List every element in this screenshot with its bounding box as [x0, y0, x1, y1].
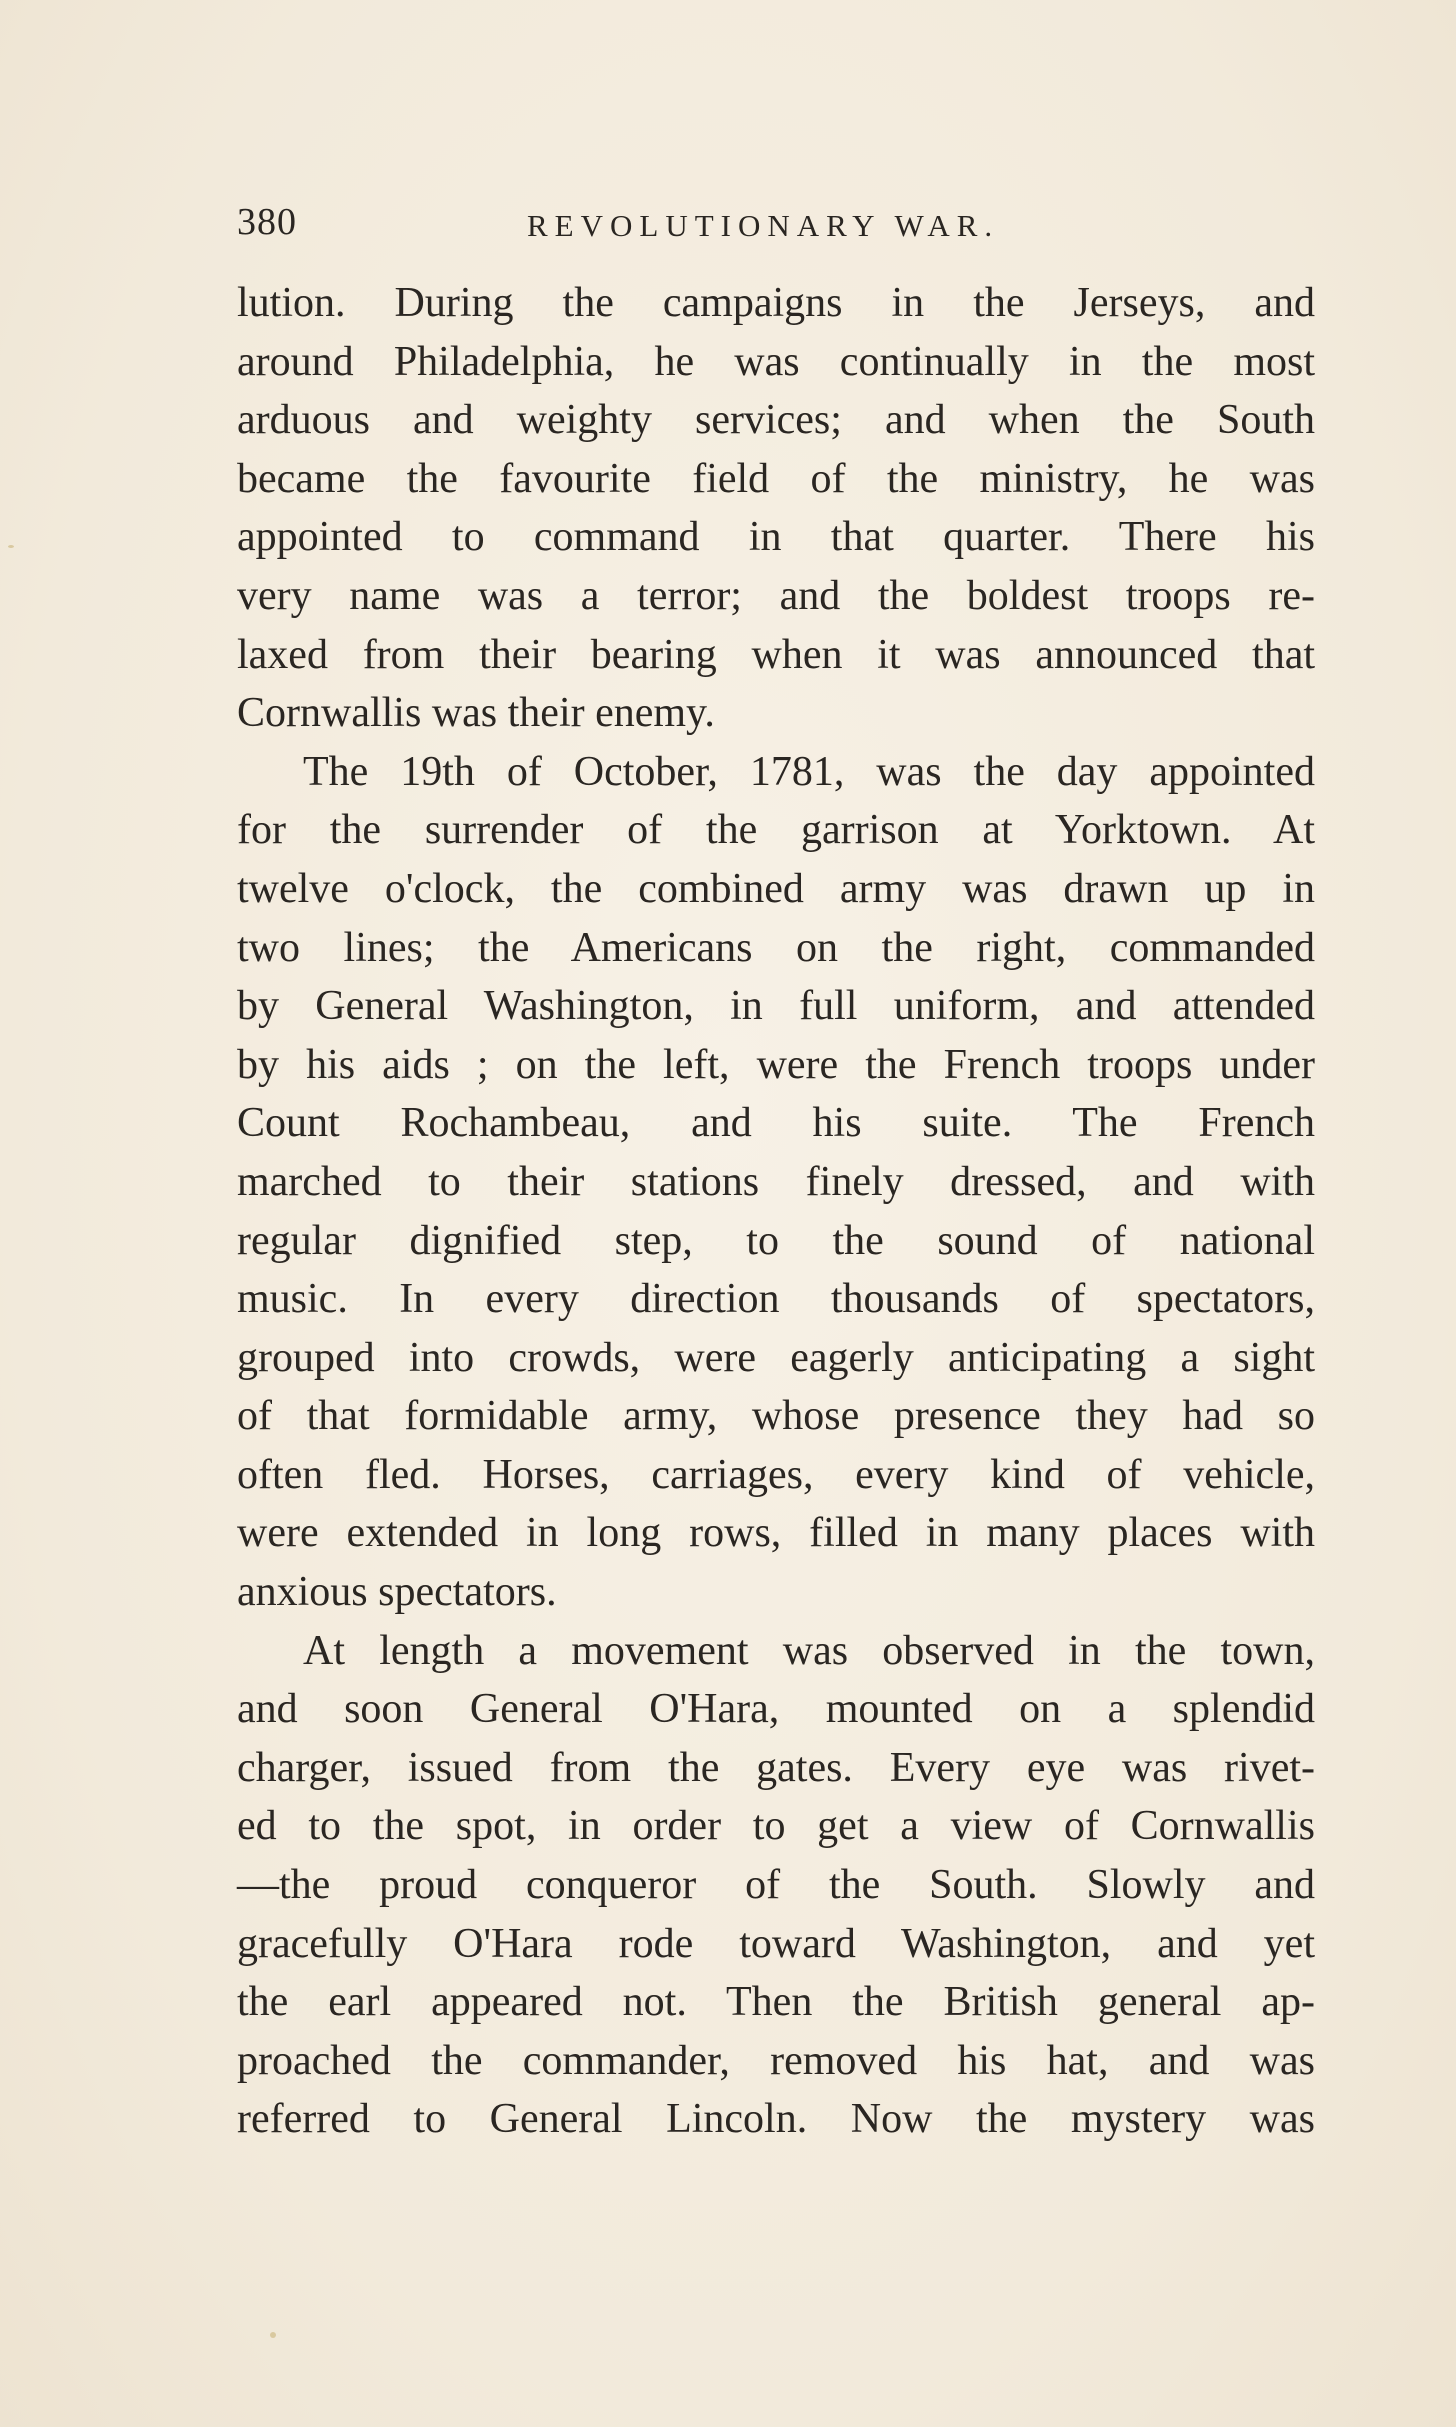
text-line: Cornwallis was their enemy.	[237, 690, 715, 737]
text-line: the earl appeared not. Then the British general ap-	[237, 1979, 1315, 2026]
text-line: two lines; the Americans on the right, commanded	[237, 924, 1315, 971]
text-line: ed to the spot, in order to get a view of Cornwallis	[237, 1803, 1315, 1850]
text-line: proached the commander, removed his hat, and was	[237, 2037, 1315, 2084]
text-line: regular dignified step, to the sound of national	[237, 1217, 1315, 1264]
text-line: for the surrender of the garrison at Yorktown. At	[237, 807, 1315, 854]
text-line: Count Rochambeau, and his suite. The French	[237, 1100, 1315, 1147]
text-line: —the proud conqueror of the South. Slowly and	[237, 1862, 1315, 1909]
page-header	[237, 200, 1317, 260]
page-number: 380	[237, 201, 297, 243]
text-line: were extended in long rows, filled in many places with	[237, 1510, 1315, 1557]
text-line: The 19th of October, 1781, was the day appointed	[303, 748, 1315, 795]
text-line: and soon General O'Hara, mounted on a splendid	[237, 1686, 1315, 1733]
text-line: around Philadelphia, he was continually in the most	[237, 338, 1315, 385]
text-line: laxed from their bearing when it was announced that	[237, 631, 1315, 678]
text-line: twelve o'clock, the combined army was drawn up in	[237, 865, 1315, 912]
text-line: became the favourite field of the ministry, he was	[237, 455, 1315, 502]
text-line: charger, issued from the gates. Every eye was rivet-	[237, 1744, 1315, 1791]
text-line: referred to General Lincoln. Now the mystery was	[237, 2096, 1315, 2143]
text-line: anxious spectators.	[237, 1569, 557, 1616]
text-line: lution. During the campaigns in the Jerseys, and	[237, 280, 1315, 326]
body-text	[237, 274, 1315, 2149]
paper-speck	[270, 2332, 276, 2338]
text-line: music. In every direction thousands of spectators,	[237, 1276, 1315, 1323]
text-line: appointed to command in that quarter. There his	[237, 514, 1315, 561]
text-line: marched to their stations finely dressed, and with	[237, 1158, 1315, 1205]
text-line: often fled. Horses, carriages, every kind of vehicle,	[237, 1451, 1315, 1498]
text-line: of that formidable army, whose presence they had so	[237, 1393, 1315, 1440]
running-title: REVOLUTIONARY WAR.	[527, 208, 1000, 243]
text-line: arduous and weighty services; and when the South	[237, 397, 1315, 444]
paper-speck	[8, 545, 14, 548]
text-line: At length a movement was observed in the town,	[303, 1627, 1315, 1674]
text-line: grouped into crowds, were eagerly anticipating a sight	[237, 1334, 1315, 1381]
text-line: by General Washington, in full uniform, and attended	[237, 983, 1315, 1030]
text-line: very name was a terror; and the boldest troops re-	[237, 572, 1315, 619]
text-line: gracefully O'Hara rode toward Washington, and yet	[237, 1920, 1315, 1967]
text-line: by his aids ; on the left, were the French troops under	[237, 1041, 1315, 1088]
